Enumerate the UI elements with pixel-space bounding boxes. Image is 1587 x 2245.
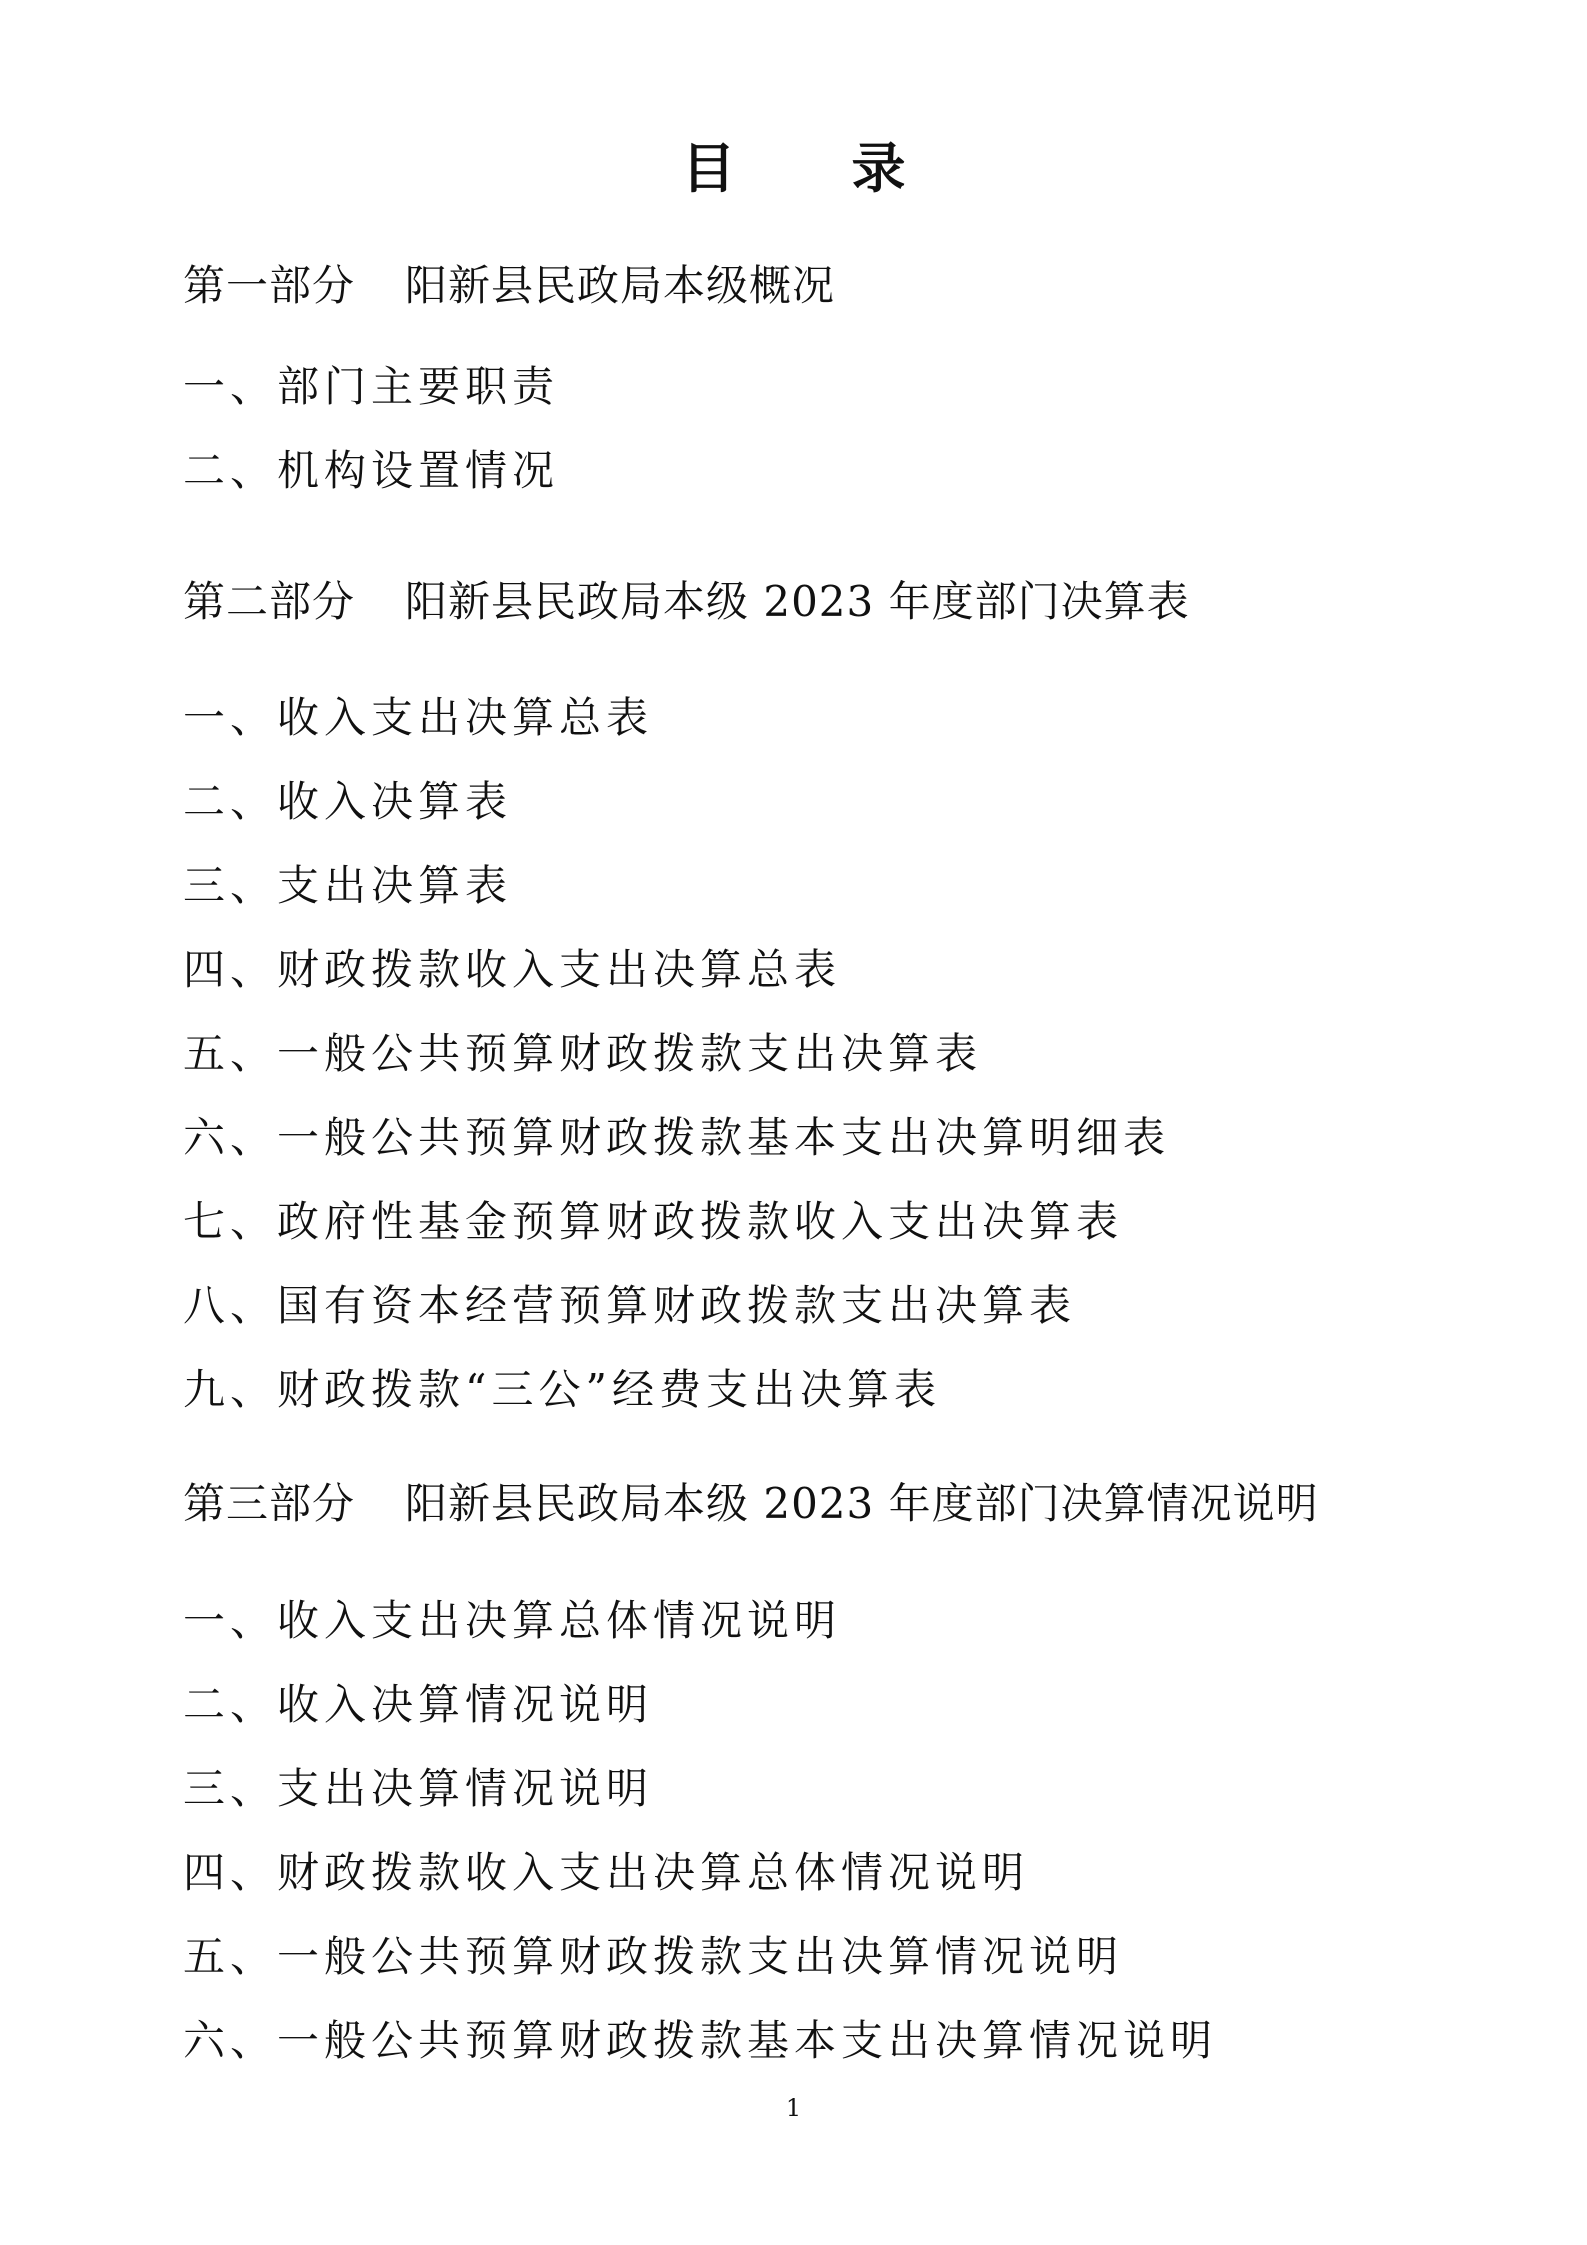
toc-item[interactable]: 五、一般公共预算财政拨款支出决算情况说明: [183, 1932, 1124, 1981]
toc-title: [0, 128, 1587, 208]
part-title: 阳新县民政局本级 2023 年度部门决算表: [405, 577, 1190, 626]
page-number: 1: [785, 2094, 802, 2122]
toc-item[interactable]: 六、一般公共预算财政拨款基本支出决算明细表: [183, 1113, 1171, 1162]
toc-item[interactable]: 二、收入决算情况说明: [183, 1680, 654, 1729]
toc-title-char-1: 目: [681, 136, 736, 200]
part-title: 阳新县民政局本级 2023 年度部门决算情况说明: [405, 1479, 1319, 1528]
toc-item[interactable]: 一、部门主要职责: [183, 362, 560, 411]
part-heading-2[interactable]: [183, 572, 1190, 632]
toc-item[interactable]: 八、国有资本经营预算财政拨款支出决算表: [183, 1281, 1077, 1330]
part-title: 阳新县民政局本级概况: [405, 261, 836, 310]
part-label: 第一部分: [183, 261, 356, 310]
toc-item[interactable]: 五、一般公共预算财政拨款支出决算表: [183, 1029, 983, 1078]
part-heading-3[interactable]: [183, 1474, 1319, 1534]
part-label: 第二部分: [183, 577, 356, 626]
toc-item[interactable]: 六、一般公共预算财政拨款基本支出决算情况说明: [183, 2016, 1218, 2065]
toc-item[interactable]: 七、政府性基金预算财政拨款收入支出决算表: [183, 1197, 1124, 1246]
toc-item[interactable]: 二、收入决算表: [183, 777, 513, 826]
toc-item[interactable]: 四、财政拨款收入支出决算总体情况说明: [183, 1848, 1030, 1897]
toc-item[interactable]: 二、机构设置情况: [183, 446, 560, 495]
toc-item[interactable]: 一、收入支出决算总体情况说明: [183, 1596, 842, 1645]
toc-item[interactable]: 三、支出决算情况说明: [183, 1764, 654, 1813]
toc-item[interactable]: 四、财政拨款收入支出决算总表: [183, 945, 842, 994]
toc-item[interactable]: 一、收入支出决算总表: [183, 693, 654, 742]
toc-title-char-2: 录: [851, 136, 906, 200]
toc-item[interactable]: 九、财政拨款“三公”经费支出决算表: [183, 1365, 941, 1414]
part-label: 第三部分: [183, 1479, 356, 1528]
toc-item[interactable]: 三、支出决算表: [183, 861, 513, 910]
part-heading-1[interactable]: [183, 256, 835, 316]
